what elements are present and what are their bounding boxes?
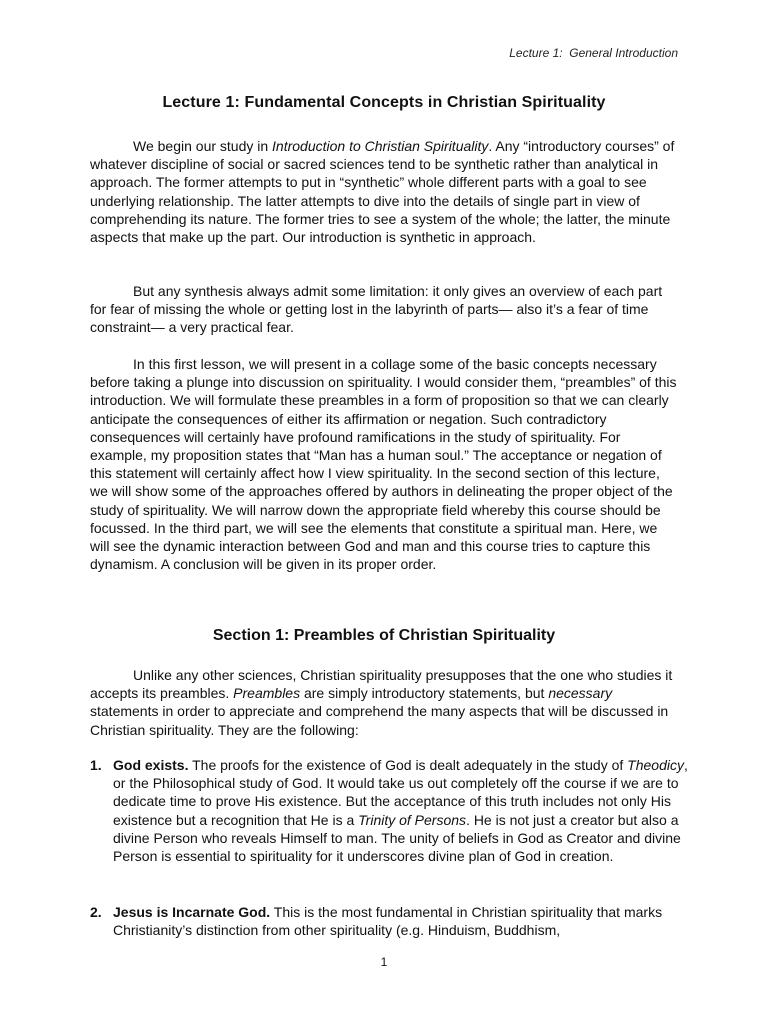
list-number: 1. <box>90 757 102 773</box>
course-title-emphasis: Introduction to Christian Spirituality <box>272 138 489 154</box>
section-1-paragraph <box>90 666 680 739</box>
intro-paragraph-3: In this first lesson, we will present in a collage some of the basic concepts necessary before taking a plunge into discussion on spirituality. I would consider them, “preambles” of this introduction. We will formulate these preambles in a form of proposition so that we can clearly anticipate the consequences of either its affirmation or negation. Such contradictory consequences will certainly have profound ramifications in the study of spirituality. For example, my proposition states that “Man has a human soul.” The acceptance or negation of this statement will certainly affect how I view spirituality. In the second section of this lecture, we will show some of the approaches offered by authors in delineating the proper object of the study of spirituality. We will narrow down the appropriate field whereby this course should be focussed. In the third part, we will see the elements that constitute a spiritual man. Here, we will see the dynamic interaction between God and man and this course tries to capture this dynamism. A conclusion will be given in its proper order. <box>90 356 677 573</box>
lecture-title: Lecture 1: Fundamental Concepts in Christian Spirituality <box>162 94 606 111</box>
trinity-emphasis: Trinity of Persons <box>358 811 467 828</box>
list-item-content <box>113 756 690 865</box>
list-item-heading: God exists. <box>113 757 189 773</box>
preamble-list-item-2 <box>90 903 690 939</box>
preamble-list-item-1 <box>90 756 690 865</box>
intro-paragraph-1 <box>90 137 680 246</box>
page-number: 1 <box>380 955 388 969</box>
section-p-text-3: statements in order to appreciate and comprehend the many aspects that will be discussed in Christian spirituality. They are the following: <box>90 703 669 738</box>
intro-p1-text-2: . Any “introductory courses” of whatever discipline of social or sacred sciences tend to be synthetic rather than analytical in approach. The former attempts to put in “synthetic” whole different parts with a goal to see underlying relationship. The latter attempts to dive into the details of single part in view of comprehending its nature. The former tries to see a system of the whole; the latter, the minute aspects that make up the part. Our introduction is synthetic in approach. <box>90 138 675 246</box>
list-item-text-1: This is the most fundamental in Christian spirituality that marks Christianity’s distinction from other spirituality (e.g. Hinduism, Buddhism, <box>113 904 663 939</box>
list-item-text-1: The proofs for the existence of God is dealt adequately in the study of <box>188 757 628 773</box>
list-item-text-2: , or the Philosophical study of God. It would take us out completely off the course if we are to dedicate time to prove His existence. But the acceptance of this truth includes not only His existence but a recognition that He is a <box>113 757 688 828</box>
section-p-text-1: Unlike any other sciences, Christian spirituality presupposes that the one who studies it accepts its preambles. <box>90 667 673 702</box>
list-item-content <box>113 903 690 939</box>
list-item-heading: Jesus is Incarnate God. <box>113 904 271 920</box>
list-item-text-3: . He is not just a creator but also a divine Person who reveals Himself to man. The unity of beliefs in God as Creator and divine Person is essential to spirituality for it underscores divine plan of God in creation. <box>113 811 681 865</box>
list-number: 2. <box>90 904 102 920</box>
running-header: Lecture 1: General Introduction <box>509 46 678 60</box>
necessary-emphasis: necessary <box>548 685 613 702</box>
preambles-emphasis: Preambles <box>233 685 301 702</box>
intro-paragraph-2: But any synthesis always admit some limitation: it only gives an overview of each part for fear of missing the whole or getting lost in the labyrinth of parts— also it’s a fear of time constraint— a very practical fear. <box>90 283 663 336</box>
intro-p1-text-1: We begin our study in <box>133 138 273 154</box>
section-p-text-2: are simply introductory statements, but <box>300 685 549 702</box>
theodicy-emphasis: Theodicy <box>627 757 684 773</box>
section-1-title: Section 1: Preambles of Christian Spirituality <box>212 627 556 644</box>
